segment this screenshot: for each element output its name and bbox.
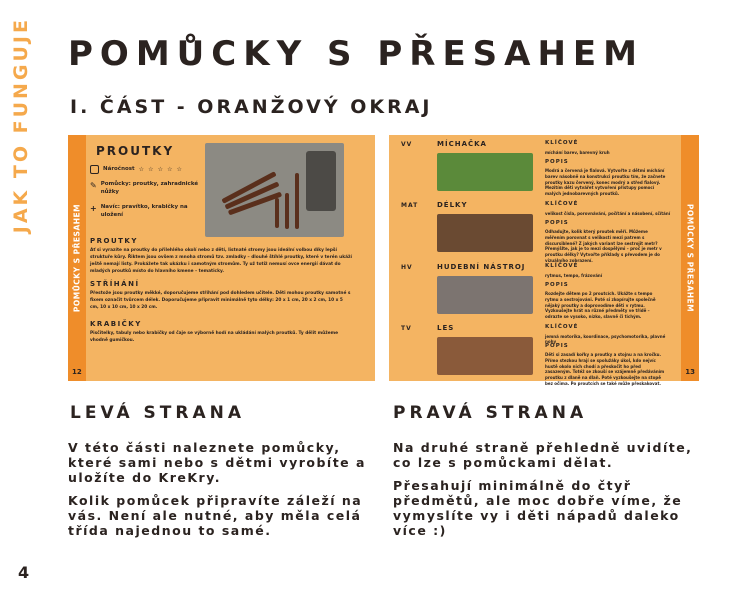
difficulty-label: Náročnost xyxy=(103,166,135,172)
activity-name: HUDEBNÍ NÁSTROJ xyxy=(437,263,526,271)
stick-shape xyxy=(275,198,279,228)
section-heading: KRABIČKY xyxy=(90,320,142,328)
right-side-heading: PRAVÁ STRANA xyxy=(393,403,588,423)
activity-photo xyxy=(437,276,533,314)
section-side-label xyxy=(6,8,36,243)
activity-row xyxy=(395,321,675,386)
section-text: Pisčitelky, tabuly nebo krabičky od čaje se výborně hodí na ukládání malých proutků. Ty dělit můžeme vhodně gumičkou. xyxy=(90,331,339,343)
description-label: POPIS xyxy=(545,343,569,349)
difficulty-icon xyxy=(90,165,99,174)
right-preview-page-number: 13 xyxy=(685,368,695,376)
activity-name: MÍCHAČKA xyxy=(437,140,487,148)
sticks-photo xyxy=(205,143,344,237)
section-heading: PROUTKY xyxy=(90,237,138,245)
activity-subject: VV xyxy=(401,141,413,148)
right-side-paragraph: Na druhé straně přehledně uvidíte, co lze s pomůckami dělat. xyxy=(393,440,693,470)
activity-name: LES xyxy=(437,324,455,332)
section-heading: STŘÍHÁNÍ xyxy=(90,280,140,288)
extra-row xyxy=(90,203,200,220)
description-label: POPIS xyxy=(545,220,569,226)
preview-meta xyxy=(90,165,200,225)
keywords-label: KLÍČOVÉ xyxy=(545,324,579,330)
stick-shape xyxy=(285,193,289,229)
section-subtitle: I. ČÁST - ORANŽOVÝ OKRAJ xyxy=(70,96,433,118)
page-number: 4 xyxy=(18,563,30,582)
activity-photo xyxy=(437,153,533,191)
keywords-label: KLÍČOVÉ xyxy=(545,263,579,269)
right-page-preview xyxy=(389,135,699,386)
left-side-paragraph: Kolik pomůcek připravíte záleží na vás. Není ale nutné, aby měla celá třída najednou to samé. xyxy=(68,493,363,538)
description-text: Děti si zasadí kořky a proutky a stojnu a na kročku. Přímo stezkou hrají se spolužáky úkol, kdo nejvíc hustě okolo nich chodí a přeskočit ho před zasazeným. Totéž se zkouší se vzájemně předáváním proutku z dlaně na dlaň. Poté vyzkoušejte na stopě bez očima. Po proutcích se také může přeskakovat. xyxy=(545,352,665,386)
preview-heading: PROUTKY xyxy=(96,144,175,158)
difficulty-row xyxy=(90,165,200,174)
activity-subject: MAT xyxy=(401,202,419,209)
keywords-text: velikost čísla, porovnávání, počítání a násobení, sčítání xyxy=(545,211,671,216)
pencil-icon: ✎ xyxy=(90,181,97,190)
keywords-label: KLÍČOVÉ xyxy=(545,140,579,146)
activity-row xyxy=(395,260,675,320)
description-label: POPIS xyxy=(545,282,569,288)
extra-text: Navíc: pravítko, krabičky na uložení xyxy=(100,203,188,218)
description-label: POPIS xyxy=(545,159,569,165)
description-text: Odhadujte, kolik který proutek měří. Můžeme měřením porovnat s velikostí mezi patrem s discursiblené? Z jakých variant lze sestrojit metr? Přemýšlte, jak je to mezi dospělými – proč je metr v proutku délky? Vytvořte příklady s převodem je do vizuálního zobrazení. xyxy=(545,229,662,263)
activity-name: DÉLKY xyxy=(437,201,468,209)
tools-text: Pomůcky: proutky, zahradnické nůžky xyxy=(100,181,199,196)
plus-icon: + xyxy=(90,203,97,213)
activity-row xyxy=(395,137,675,197)
left-side-paragraph: V této části naleznete pomůcky, které sami nebo s dětmi vyrobíte a uložíte do KreKry. xyxy=(68,440,366,485)
left-preview-page-number: 12 xyxy=(72,368,82,376)
side-label-text: JAK TO FUNGUJE xyxy=(10,17,32,234)
activity-subject: TV xyxy=(401,325,412,332)
section-text: Ať si vyrazíte na proutky do přilehlého okolí nebo z dětí, listnaté stromy jsou ideální volbou díky lepší struktuře kůry. Řiktem jsou ovšem z mnoha stromů tzv. zmladky – dlouhé štíhlé proutky, které v terén ukáží ještě nemají listy. Prokážete tak ukázku i samotným stromům. Ty už totiž nemusí ovce energií dávat do mladých proutků místo do hlavního kmene – tematicky. xyxy=(90,248,352,274)
tools-row xyxy=(90,180,200,197)
stick-shape xyxy=(295,173,299,229)
keywords-label: KLÍČOVÉ xyxy=(545,201,579,207)
keywords-text: rytmus, tempo, frázování xyxy=(545,273,603,278)
left-side-heading: LEVÁ STRANA xyxy=(70,403,245,423)
activity-row xyxy=(395,198,675,263)
description-text: Rozdejte dětem po 2 proutcích. Ukážte s tempo rytmu a sestrojováni. Poté si zkopírujte společně nějaký proutky a doprovodíme děti v rytmu. Vyzkoušejte hrát na různé předměty ve třídě – odrazte se vysoko, nízko, slavně či tichým. xyxy=(545,291,656,320)
difficulty-stars: ☆ ☆ ☆ ☆ ☆ xyxy=(138,166,183,173)
left-vertical-bar xyxy=(68,135,86,381)
right-vertical-bar xyxy=(681,135,699,381)
activity-subject: HV xyxy=(401,264,413,271)
right-vertical-label: POMŮCKY S PŘESAHEM xyxy=(685,203,695,313)
activity-photo xyxy=(437,337,533,375)
description-text: Modrá a červená je fialová. Vytvořte z dětmi míchání barev násobně na konstrukci proutku tím, že začnete proutky kazu červený, konec modrý a střed fialový. Mezitím děti vytvářet vytvoření přístupy pomocí malých jednobarevných proutků. xyxy=(545,168,666,197)
right-side-paragraph: Přesahují minimálně do čtyř předmětů, ale moc dobře víme, že vymyslíte vy i děti nápadů daleko více :) xyxy=(393,478,683,538)
keywords-text: míchání barev, barevný kruh xyxy=(545,150,610,155)
keywords-text: jemná motorika, koordinace, psychomotorika, plavné nohy xyxy=(545,334,666,344)
page-title: POMŮCKY S PŘESAHEM xyxy=(68,34,644,74)
left-vertical-label: POMŮCKY S PŘESAHEM xyxy=(72,203,82,313)
section-text: Přestože jsou proutky měkké, doporučujeme stříhání pod dohledem učitele. Děti mohou proutky samotné s fixem označit tvůrcem délek. Doporučujeme připravit minimálně tyto délky: 20 x 1 cm, 20 x 2 cm, 10 x 5 cm, 10 x 10 cm, 10 x 20 cm. xyxy=(90,291,351,310)
cup-shape xyxy=(306,151,336,211)
left-page-preview xyxy=(68,135,375,381)
activity-photo xyxy=(437,214,533,252)
